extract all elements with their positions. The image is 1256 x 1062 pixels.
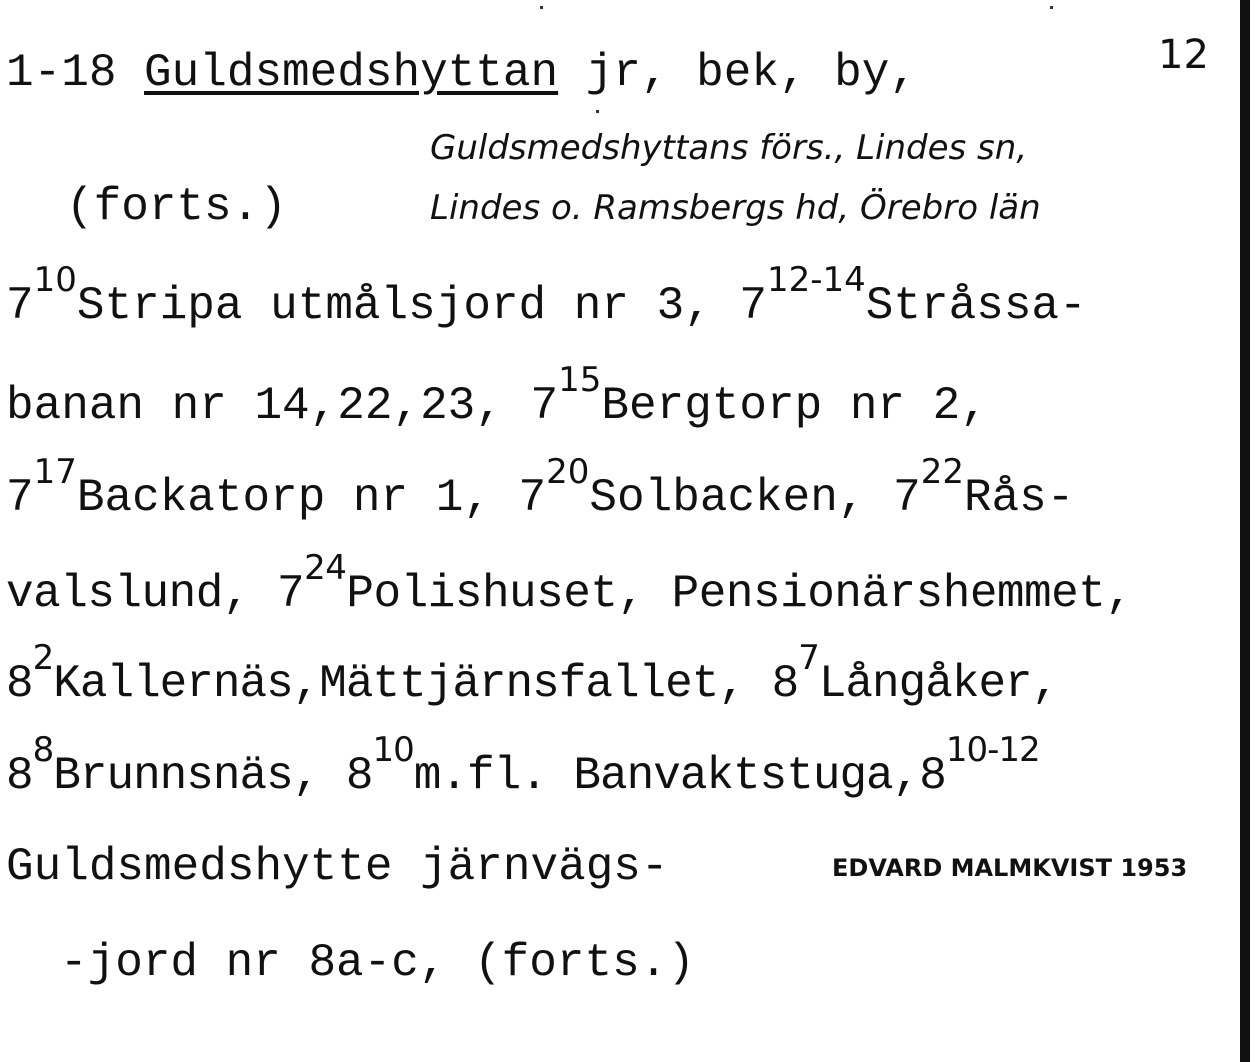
entry-sup: 22 <box>920 452 964 492</box>
entry-text: Backatorp nr 1, <box>76 472 519 525</box>
entry-sup: 17 <box>33 452 77 492</box>
entry-text: m.fl. Banvaktstuga, <box>413 750 920 803</box>
text-line-8: -jord nr 8a-c, (forts.) <box>60 937 695 989</box>
parish-line-2: Lindes o. Ramsbergs hd, Örebro län <box>430 188 1041 228</box>
entry-num: 7 <box>518 472 547 525</box>
entry-num: 7 <box>530 380 559 433</box>
text-line-1 <box>6 260 1087 333</box>
entry-num: 7 <box>6 280 34 333</box>
entry-num: 7 <box>893 472 921 525</box>
entry-sup: 20 <box>546 452 590 492</box>
speck <box>540 6 543 9</box>
entry-text: Solbacken, <box>589 472 894 525</box>
place-name: Guldsmedshyttan <box>144 47 559 99</box>
entry-sup: 10-12 <box>945 730 1040 770</box>
entry-text: Rås- <box>963 472 1075 525</box>
entry-sup: 8 <box>32 730 54 770</box>
entry-text: Kallernäs,Mättjärnsfallet, <box>53 658 772 711</box>
entry-text: valslund, <box>6 568 278 621</box>
text-line-3 <box>6 452 1075 525</box>
entry-num: 8 <box>6 750 33 803</box>
entry-sup: 12-14 <box>767 260 866 300</box>
text-line-2 <box>6 360 988 433</box>
entry-num: 7 <box>277 568 305 621</box>
entry-text: banan nr 14,22,23, <box>6 380 531 433</box>
place-codes: jr, bek, by, <box>558 47 917 99</box>
parish-line-1: Guldsmedshyttans förs., Lindes sn, <box>430 128 1028 168</box>
entry-sup: 10 <box>33 260 77 300</box>
entry-num: 7 <box>6 472 34 525</box>
text-line-7: Guldsmedshytte järnvägs- <box>6 841 669 893</box>
signature: EDVARD MALMKVIST 1953 <box>832 854 1188 882</box>
card-number: 12 <box>1158 32 1209 78</box>
entry-sup: 2 <box>32 638 54 678</box>
entry-num: 7 <box>739 280 767 333</box>
entry-sup: 10 <box>372 730 414 770</box>
entry-text: Polishuset, Pensionärshemmet, <box>346 568 1133 621</box>
entry-sup: 24 <box>304 548 347 588</box>
entry-text: Brunnsnäs, <box>53 750 346 803</box>
entry-num: 8 <box>6 658 33 711</box>
entry-text: Stråssa- <box>865 280 1087 333</box>
card-right-edge <box>1240 0 1250 1062</box>
header-line <box>6 47 917 99</box>
entry-num: 8 <box>919 750 946 803</box>
speck <box>1050 6 1053 9</box>
entry-sup: 7 <box>798 638 819 678</box>
text-line-6 <box>6 730 1040 803</box>
text-line-5 <box>6 638 1059 711</box>
continued-top: (forts.) <box>66 181 287 233</box>
entry-num: 8 <box>771 658 799 711</box>
entry-num: 8 <box>345 750 373 803</box>
entry-text: Långåker, <box>818 658 1059 711</box>
entry-range: 1-18 <box>6 47 117 99</box>
speck <box>596 110 599 113</box>
text-line-4 <box>6 548 1133 621</box>
entry-text: Bergtorp nr 2, <box>601 380 988 433</box>
entry-text: Stripa utmålsjord nr 3, <box>76 280 740 333</box>
entry-sup: 15 <box>558 360 602 400</box>
